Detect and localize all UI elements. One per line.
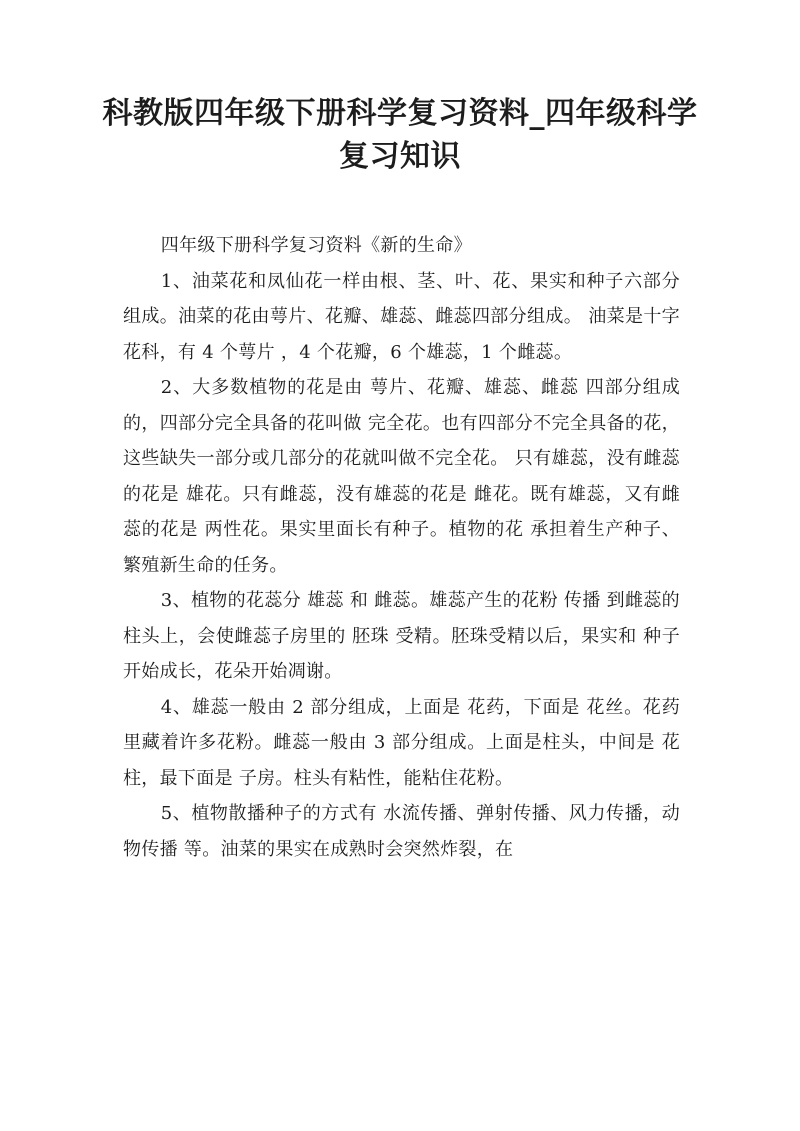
paragraph-3: 3、植物的花蕊分 雄蕊 和 雌蕊。雄蕊产生的花粉 传播 到雌蕊的柱头上，会使雌蕊子房里的 胚珠 受精。胚珠受精以后，果实和 种子开始成长，花朵开始凋谢。 xyxy=(123,590,680,682)
paragraph-2: 2、大多数植物的花是由 萼片、花瓣、雄蕊、雌蕊 四部分组成的，四部分完全具备的花叫做 完全花。也有四部分不完全具备的花，这些缺失一部分或几部分的花就叫做不完全花。 只有雄蕊，没有雌蕊的花是 雄花。只有雌蕊，没有雄蕊的花是 雌花。既有雄蕊，又有雌蕊的花是 两性花。果实里面长有种子。植物的花 承担着生产种子、繁殖新生命的任务。 xyxy=(123,377,680,576)
paragraph-5: 5、植物散播种子的方式有 水流传播、弹射传播、风力传播，动物传播 等。油菜的果实在成熟时会突然炸裂，在 xyxy=(123,803,680,860)
document-body xyxy=(123,228,680,867)
document-title: 科教版四年级下册科学复习资料_四年级科学复习知识 xyxy=(102,96,698,174)
paragraph-4: 4、雄蕊一般由 2 部分组成，上面是 花药，下面是 花丝。花药里藏着许多花粉。雌蕊一般由 3 部分组成。上面是柱头，中间是 花柱，最下面是 子房。柱头有粘性，能粘住花粉。 xyxy=(123,696,680,789)
paragraph-1: 1、油菜花和凤仙花一样由根、茎、叶、花、果实和种子六部分组成。油菜的花由萼片、花瓣、雄蕊、雌蕊四部分组成。 油菜是十字花科，有 4 个萼片 ，4 个花瓣，6 个雄蕊，1 个雌蕊。 xyxy=(123,270,680,363)
section-heading: 四年级下册科学复习资料《新的生命》 xyxy=(160,235,472,256)
